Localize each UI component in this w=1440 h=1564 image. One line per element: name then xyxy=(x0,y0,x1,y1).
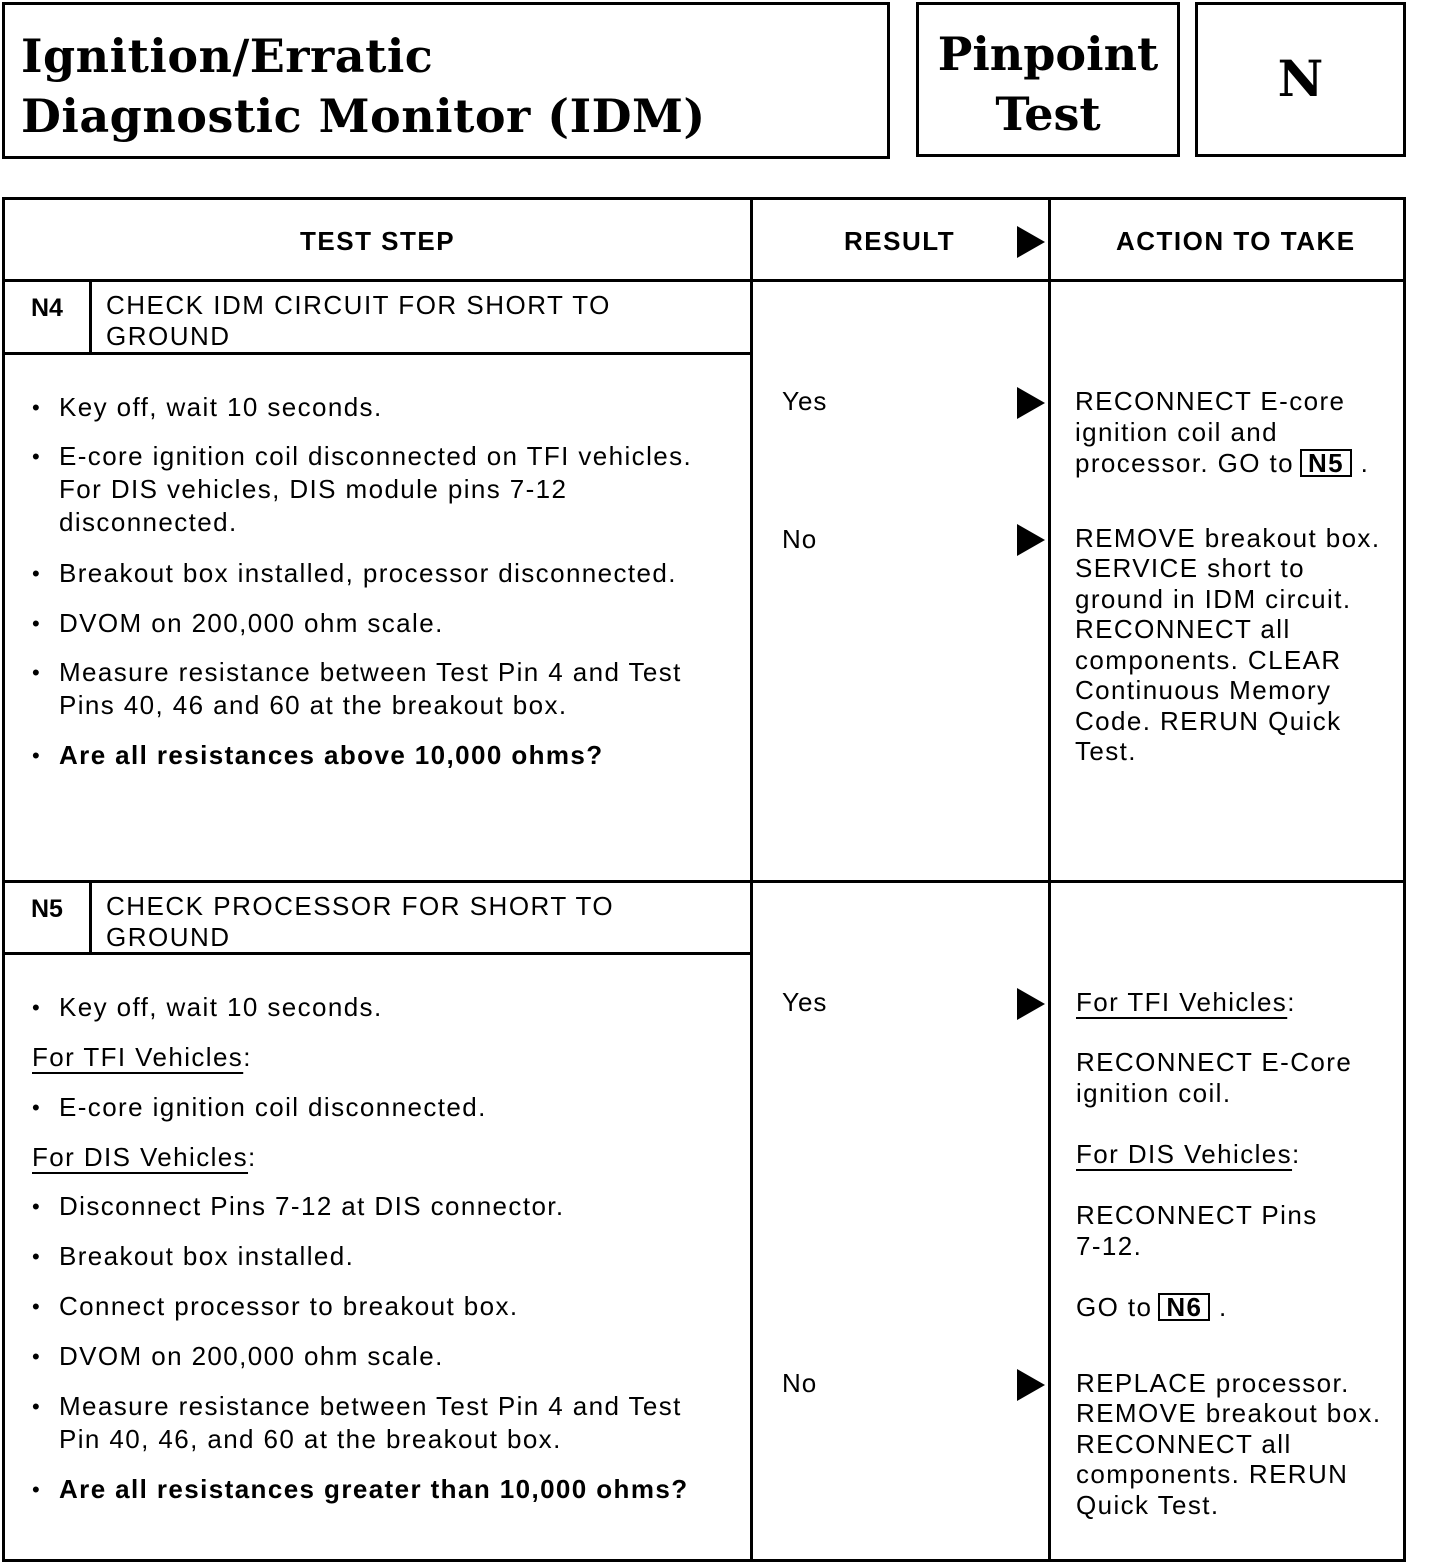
bullet-icon: • xyxy=(32,660,40,685)
n4-no-arrow-icon xyxy=(1017,524,1045,556)
n4-no-action-line-1: REMOVE breakout box. xyxy=(1075,523,1381,553)
n5-yes-goto-period: . xyxy=(1219,1292,1228,1322)
n5-yes-action-line-3: RECONNECT Pins xyxy=(1076,1200,1318,1230)
n4-title-divider xyxy=(5,352,751,355)
title-box xyxy=(2,2,890,159)
n5-dis-subheading xyxy=(32,1141,257,1174)
n4-no-action-line-7: Code. RERUN Quick xyxy=(1075,706,1342,736)
n4-yes-action-line-2: ignition coil and xyxy=(1075,417,1279,447)
n5-no-action-line-5: Quick Test. xyxy=(1076,1490,1220,1520)
bullet-icon: • xyxy=(32,743,40,768)
colon: : xyxy=(243,1042,252,1072)
n5-dis-subheading-text: For DIS Vehicles xyxy=(32,1142,249,1172)
test-letter-box xyxy=(1195,2,1406,157)
n5-yes-label: Yes xyxy=(782,987,828,1017)
n4-no-action-line-3: ground in IDM circuit. xyxy=(1075,584,1352,614)
bullet-icon: • xyxy=(32,1244,40,1269)
bullet-icon: • xyxy=(32,1477,40,1502)
n6-step-reference[interactable]: N6 xyxy=(1158,1293,1210,1321)
n5-item-7-line-1: Measure resistance between Test Pin 4 and Test xyxy=(59,1391,682,1421)
n5-no-action-line-1: REPLACE processor. xyxy=(1076,1368,1350,1398)
n5-title-line-2: GROUND xyxy=(106,922,231,952)
title-line-2: Diagnostic Monitor (IDM) xyxy=(21,89,706,143)
pinpoint-test-label: Test xyxy=(995,87,1101,141)
n4-item-2-line-2: For DIS vehicles, DIS module pins 7-12 xyxy=(59,474,568,504)
n4-no-action-line-6: Continuous Memory xyxy=(1075,675,1332,705)
n5-item-5: Connect processor to breakout box. xyxy=(59,1291,519,1321)
n5-item-7-line-2: Pin 40, 46, and 60 at the breakout box. xyxy=(59,1424,562,1454)
n5-no-action-line-2: REMOVE breakout box. xyxy=(1076,1398,1382,1428)
n5-item-6: DVOM on 200,000 ohm scale. xyxy=(59,1341,444,1371)
bullet-icon: • xyxy=(32,1394,40,1419)
n5-id-divider xyxy=(89,882,92,955)
n5-yes-dis-heading-text: For DIS Vehicles xyxy=(1076,1139,1293,1169)
pinpoint-box xyxy=(916,2,1180,157)
n4-yes-arrow-icon xyxy=(1017,387,1045,419)
n4-item-2-line-1: E-core ignition coil disconnected on TFI vehicles. xyxy=(59,441,693,471)
n5-tfi-subheading xyxy=(32,1041,252,1074)
bullet-icon: • xyxy=(32,561,40,586)
header-result: RESULT xyxy=(844,226,956,256)
bullet-icon: • xyxy=(32,395,40,420)
title-line-1: Ignition/Erratic xyxy=(21,29,434,83)
n5-item-4: Breakout box installed. xyxy=(59,1241,355,1271)
n5-step-id: N5 xyxy=(31,895,63,923)
n4-yes-label: Yes xyxy=(782,386,828,416)
n4-id-divider xyxy=(89,280,92,355)
n4-title-line-2: GROUND xyxy=(106,321,231,351)
n5-yes-action-goto xyxy=(1076,1292,1228,1323)
n4-item-5-line-1: Measure resistance between Test Pin 4 and Test xyxy=(59,657,682,687)
n5-item-2: E-core ignition coil disconnected. xyxy=(59,1092,487,1122)
n5-item-1: Key off, wait 10 seconds. xyxy=(59,992,383,1022)
n5-yes-dis-heading xyxy=(1076,1139,1301,1170)
colon: : xyxy=(1287,987,1296,1017)
n4-no-action-line-2: SERVICE short to xyxy=(1075,553,1306,583)
n4-no-action-line-4: RECONNECT all xyxy=(1075,614,1291,644)
n5-yes-tfi-heading xyxy=(1076,987,1296,1018)
n4-no-action-line-5: components. CLEAR xyxy=(1075,645,1342,675)
colon: : xyxy=(1292,1139,1301,1169)
header-arrow-icon xyxy=(1017,226,1045,258)
n5-tfi-subheading-text: For TFI Vehicles xyxy=(32,1042,244,1072)
n4-yes-action-period: . xyxy=(1360,448,1370,478)
n5-no-arrow-icon xyxy=(1017,1369,1045,1401)
n5-yes-action-line-4: 7-12. xyxy=(1076,1231,1143,1261)
header-test-step: TEST STEP xyxy=(300,226,456,256)
bullet-icon: • xyxy=(32,1294,40,1319)
n5-step-reference[interactable]: N5 xyxy=(1300,449,1352,477)
n4-title-line-1: CHECK IDM CIRCUIT FOR SHORT TO xyxy=(106,290,611,320)
bullet-icon: • xyxy=(32,444,40,469)
n5-yes-tfi-heading-text: For TFI Vehicles xyxy=(1076,987,1288,1017)
n4-yes-action-line-3 xyxy=(1075,448,1369,479)
n4-yes-action-line-1: RECONNECT E-core xyxy=(1075,386,1346,416)
n5-no-label: No xyxy=(782,1368,818,1398)
n4-item-2-line-3: disconnected. xyxy=(59,507,238,537)
n5-yes-arrow-icon xyxy=(1017,988,1045,1020)
n4-item-1: Key off, wait 10 seconds. xyxy=(59,392,383,422)
n4-no-label: No xyxy=(782,524,818,554)
pinpoint-table xyxy=(2,197,1406,1562)
n5-no-action-line-3: RECONNECT all xyxy=(1076,1429,1292,1459)
bullet-icon: • xyxy=(32,611,40,636)
colon: : xyxy=(248,1142,257,1172)
pinpoint-label: Pinpoint xyxy=(937,27,1159,81)
n5-title-line-1: CHECK PROCESSOR FOR SHORT TO xyxy=(106,891,615,921)
n5-no-action-line-4: components. RERUN xyxy=(1076,1459,1349,1489)
n4-step-id: N4 xyxy=(31,294,63,322)
n5-yes-goto-text: GO to xyxy=(1076,1292,1153,1322)
n5-question: Are all resistances greater than 10,000 ohms? xyxy=(59,1474,689,1504)
n5-yes-action-line-2: ignition coil. xyxy=(1076,1078,1232,1108)
n4-item-4: DVOM on 200,000 ohm scale. xyxy=(59,608,444,638)
test-letter: N xyxy=(1277,49,1324,108)
n4-no-action-line-8: Test. xyxy=(1075,736,1137,766)
n4-question: Are all resistances above 10,000 ohms? xyxy=(59,740,604,770)
bullet-icon: • xyxy=(32,1194,40,1219)
bullet-icon: • xyxy=(32,995,40,1020)
n4-yes-action-text: processor. GO to xyxy=(1075,448,1294,478)
n5-yes-action-line-1: RECONNECT E-Core xyxy=(1076,1047,1353,1077)
n4-item-5-line-2: Pins 40, 46 and 60 at the breakout box. xyxy=(59,690,568,720)
header-row-divider xyxy=(5,279,1403,282)
header-action: ACTION TO TAKE xyxy=(1116,226,1356,256)
n4-item-3: Breakout box installed, processor disconnected. xyxy=(59,558,677,588)
step-divider xyxy=(5,880,1403,883)
bullet-icon: • xyxy=(32,1095,40,1120)
n5-item-3: Disconnect Pins 7-12 at DIS connector. xyxy=(59,1191,565,1221)
bullet-icon: • xyxy=(32,1344,40,1369)
